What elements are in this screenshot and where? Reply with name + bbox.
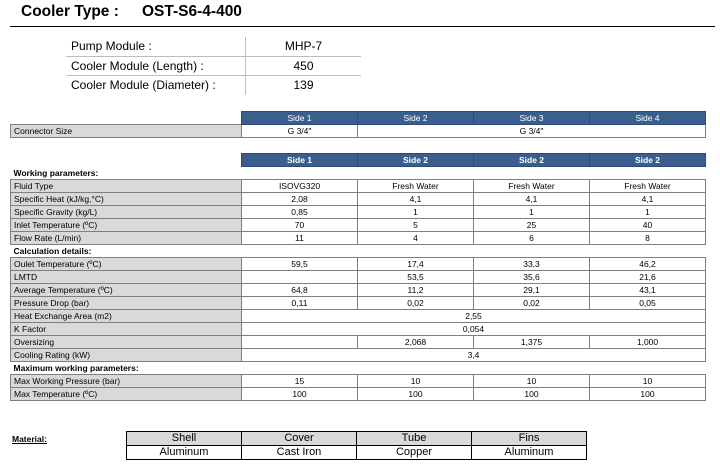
cell: 1,000 [590,336,706,349]
cell: 1 [590,206,706,219]
material-header-row [127,432,587,446]
cell: 40 [590,219,706,232]
cell: 10 [474,375,590,388]
side-header: Side 3 [474,112,590,125]
calculation-details-title: Calculation details: [13,246,92,256]
cooler-type-value: OST-S6-4-400 [142,3,242,20]
connector-size-label: Connector Size [11,125,242,138]
table-row [11,258,706,271]
cell: 100 [590,388,706,401]
table-row [11,336,706,349]
cell: 8 [590,232,706,245]
row-label: Fluid Type [11,180,242,193]
material-header: Cover [242,432,357,446]
side-header: Side 4 [590,112,706,125]
cell: 10 [358,375,474,388]
table-row [11,180,706,193]
connector-table [10,111,706,138]
material-header: Fins [472,432,587,446]
material-value-row [127,446,587,460]
working-parameters-title: Working parameters: [13,168,99,178]
material-value: Aluminum [472,446,587,460]
row-label: LMTD [11,271,242,284]
table-row [11,310,706,323]
working-side-header: Side 2 [358,154,474,167]
material-header: Tube [357,432,472,446]
connector-row [11,125,706,138]
table-row [11,388,706,401]
cell: 4,1 [590,193,706,206]
cell: 4,1 [474,193,590,206]
side-header: Side 1 [242,112,358,125]
row-label: Heat Exchange Area (m2) [11,310,242,323]
cooler-diameter-label: Cooler Module (Diameter) : [66,76,246,95]
cell: 1 [474,206,590,219]
cell: 70 [242,219,358,232]
cell: 2,08 [242,193,358,206]
row-label: Specific Gravity (kg/L) [11,206,242,219]
cell [242,271,358,284]
cooler-diameter-value: 139 [246,76,362,95]
row-label: Max Temperature (ºC) [11,388,242,401]
cooler-length-label: Cooler Module (Length) : [66,56,246,76]
material-table [126,431,587,460]
table-row [11,375,706,388]
row-label: Max Working Pressure (bar) [11,375,242,388]
summary-row-length [66,56,361,76]
module-summary [66,37,361,95]
cell: 29,1 [474,284,590,297]
cell: 2,55 [242,310,706,323]
cooler-length-value: 450 [246,56,362,76]
cell: 25 [474,219,590,232]
cell: 35,6 [474,271,590,284]
working-side-header: Side 2 [590,154,706,167]
material-header: Shell [127,432,242,446]
cell: 0,054 [242,323,706,336]
cell: 0,85 [242,206,358,219]
material-value: Aluminum [127,446,242,460]
working-side-header: Side 2 [474,154,590,167]
cell: 100 [474,388,590,401]
material-label: Material: [12,434,47,444]
cooler-type-label: Cooler Type : [21,3,119,20]
sides-header-row [11,112,706,125]
row-label: Oulet Temperature (ºC) [11,258,242,271]
material-value: Copper [357,446,472,460]
row-label: Oversizing [11,336,242,349]
cell: 10 [590,375,706,388]
parameters-table [10,153,706,401]
table-row [11,232,706,245]
cell: 4,1 [358,193,474,206]
summary-row-diameter [66,76,361,95]
row-label: Pressure Drop (bar) [11,297,242,310]
pump-module-value: MHP-7 [284,39,323,54]
cell: 6 [474,232,590,245]
cell: Fresh Water [474,180,590,193]
cell: 1,375 [474,336,590,349]
cell [242,336,358,349]
section-row [11,362,706,375]
cell: 0,02 [358,297,474,310]
table-row [11,349,706,362]
row-label: Cooling Rating (kW) [11,349,242,362]
connector-size-side3: G 3/4" [358,125,706,138]
cell: 46,2 [590,258,706,271]
section-row [11,245,706,258]
material-value: Cast Iron [242,446,357,460]
cell: 4 [358,232,474,245]
cell: 1 [358,206,474,219]
working-side-header: Side 1 [242,154,358,167]
table-row [11,206,706,219]
section-row [11,167,706,180]
cell: 11,2 [358,284,474,297]
table-row [11,271,706,284]
cell: Fresh Water [590,180,706,193]
cell: 33,3 [474,258,590,271]
table-row [11,323,706,336]
cell: 11 [242,232,358,245]
row-label: Average Temperature (ºC) [11,284,242,297]
side-header: Side 2 [358,112,474,125]
cell: 2,068 [358,336,474,349]
row-label: Flow Rate (L/min) [11,232,242,245]
cell: 100 [242,388,358,401]
cell: ISOVG320 [242,180,358,193]
cell: Fresh Water [358,180,474,193]
connector-size-side1: G 3/4" [242,125,358,138]
cell: 64,8 [242,284,358,297]
row-label: Inlet Temperature (ºC) [11,219,242,232]
cell: 53,5 [358,271,474,284]
cell: 17,4 [358,258,474,271]
cell: 0,05 [590,297,706,310]
cell: 15 [242,375,358,388]
cell: 5 [358,219,474,232]
summary-row-pump [66,37,361,56]
cell: 21,6 [590,271,706,284]
table-row [11,297,706,310]
row-label: Specific Heat (kJ/kg,°C) [11,193,242,206]
row-label: K Factor [11,323,242,336]
max-working-title: Maximum working parameters: [13,363,139,373]
cell: 59,5 [242,258,358,271]
cell: 0,02 [474,297,590,310]
pump-module-label: Pump Module : [66,37,246,56]
cell: 3,4 [242,349,706,362]
cell: 0,11 [242,297,358,310]
cell: 43,1 [590,284,706,297]
table-row [11,284,706,297]
working-header-row [11,154,706,167]
table-row [11,193,706,206]
cell: 100 [358,388,474,401]
table-row [11,219,706,232]
